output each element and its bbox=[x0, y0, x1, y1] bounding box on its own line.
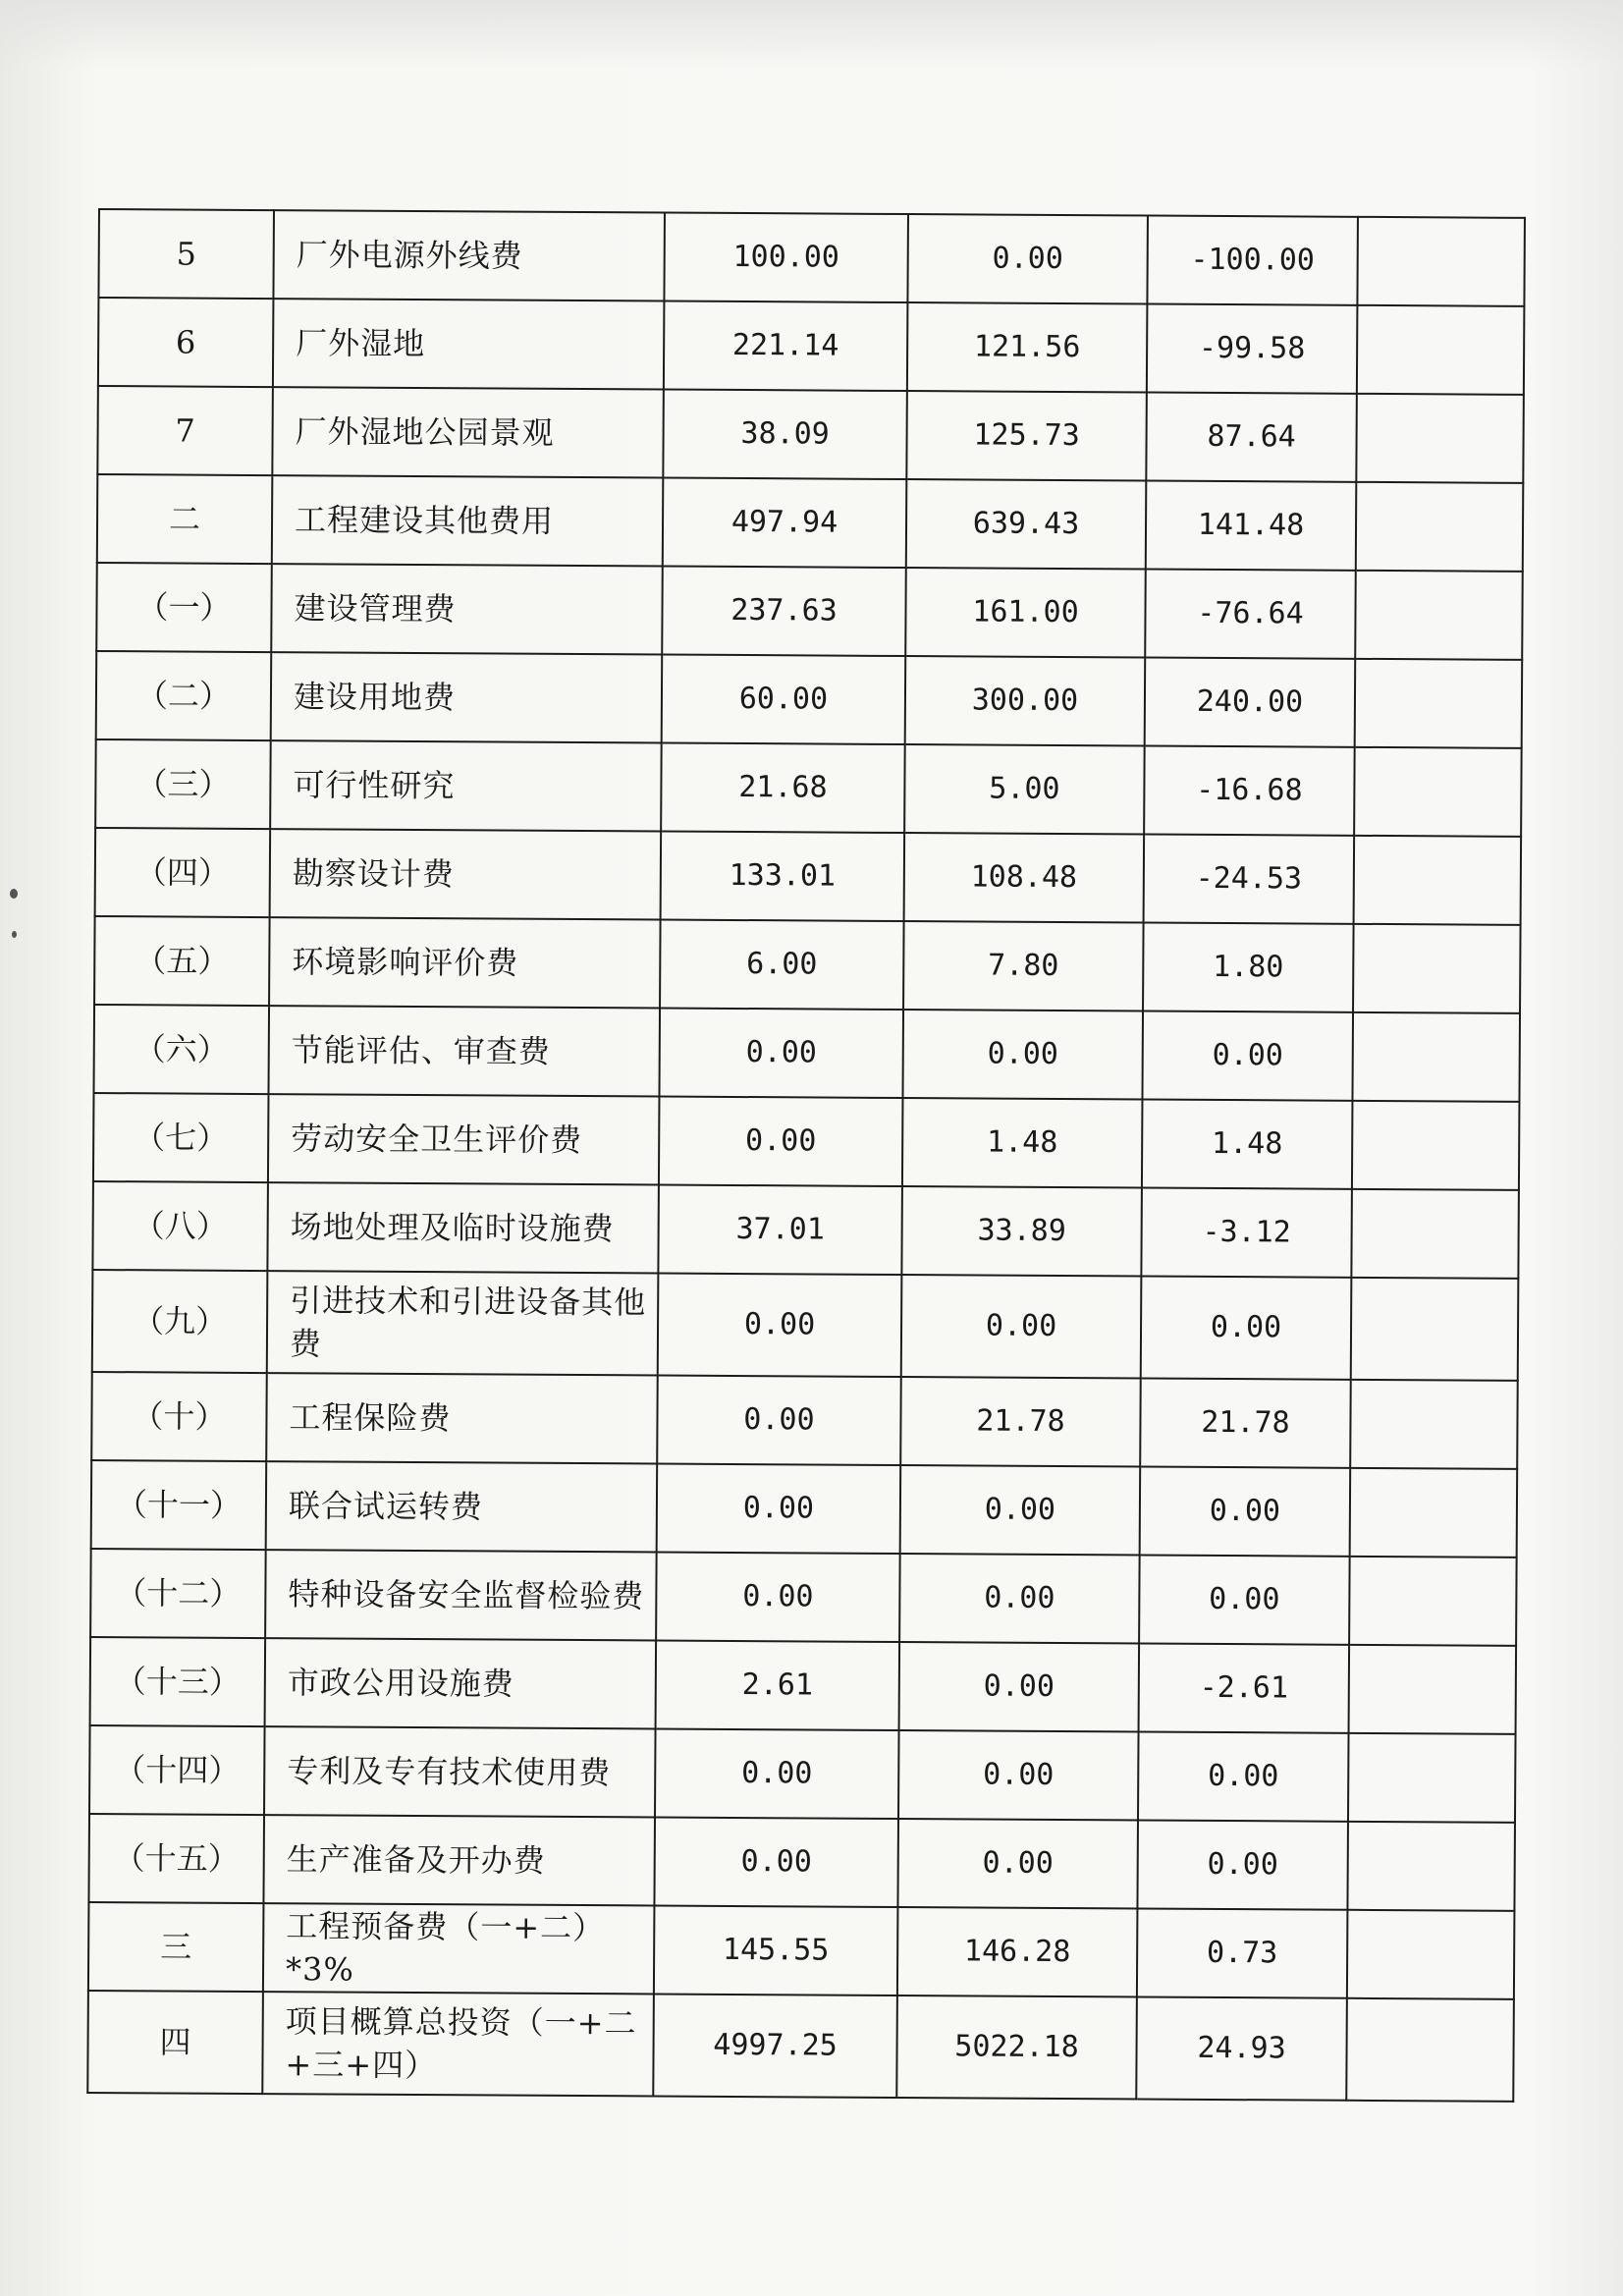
table-row bbox=[88, 1814, 1515, 1911]
remarks-cell bbox=[1351, 1189, 1519, 1279]
item-name-cell: 引进技术和引进设备其他费 bbox=[267, 1271, 659, 1375]
amount-difference-cell: -76.64 bbox=[1145, 570, 1356, 659]
amount-adjusted-cell: 161.00 bbox=[905, 568, 1146, 657]
amount-original-cell: 133.01 bbox=[661, 832, 905, 922]
table-row bbox=[87, 1991, 1514, 2102]
row-index-cell: （十二） bbox=[90, 1549, 266, 1638]
amount-difference-cell: 24.93 bbox=[1136, 1996, 1347, 2100]
amount-difference-cell: 240.00 bbox=[1145, 658, 1356, 747]
amount-adjusted-cell: 125.73 bbox=[906, 391, 1147, 480]
item-name-cell: 市政公用设施费 bbox=[265, 1638, 657, 1728]
amount-difference-cell: 0.00 bbox=[1142, 1011, 1353, 1101]
amount-original-cell: 38.09 bbox=[663, 390, 907, 480]
item-name-cell: 生产准备及开办费 bbox=[263, 1815, 655, 1905]
table-row bbox=[96, 563, 1523, 660]
item-name-cell: 建设用地费 bbox=[271, 652, 663, 742]
amount-difference-cell: -16.68 bbox=[1144, 746, 1355, 836]
table-row bbox=[93, 1093, 1520, 1190]
remarks-cell bbox=[1348, 1733, 1516, 1823]
amount-original-cell: 0.00 bbox=[657, 1376, 901, 1466]
item-name-cell: 工程建设其他费用 bbox=[272, 475, 664, 566]
amount-original-cell: 100.00 bbox=[664, 213, 908, 303]
row-index-cell: （十三） bbox=[90, 1637, 266, 1726]
item-name-cell: 勘察设计费 bbox=[270, 829, 662, 919]
amount-original-cell: 497.94 bbox=[663, 478, 907, 569]
remarks-cell bbox=[1349, 1645, 1517, 1734]
remarks-cell bbox=[1347, 1910, 1515, 1999]
amount-adjusted-cell: 146.28 bbox=[897, 1907, 1138, 1996]
remarks-cell bbox=[1357, 305, 1525, 395]
item-name-cell: 厂外电源外线费 bbox=[273, 210, 665, 301]
item-name-cell: 节能评估、审查费 bbox=[268, 1006, 660, 1096]
amount-adjusted-cell: 33.89 bbox=[901, 1186, 1142, 1276]
amount-original-cell: 60.00 bbox=[662, 655, 906, 745]
row-index-cell: （二） bbox=[96, 651, 272, 740]
amount-difference-cell: 0.00 bbox=[1140, 1467, 1351, 1557]
item-name-cell: 劳动安全卫生评价费 bbox=[268, 1094, 660, 1184]
remarks-cell bbox=[1355, 659, 1523, 748]
item-name-cell: 联合试运转费 bbox=[266, 1461, 658, 1552]
amount-difference-cell: 1.80 bbox=[1143, 923, 1354, 1012]
amount-original-cell: 0.00 bbox=[654, 1817, 898, 1907]
amount-original-cell: 237.63 bbox=[662, 567, 906, 657]
remarks-cell bbox=[1356, 394, 1524, 483]
row-index-cell: （八） bbox=[92, 1181, 268, 1271]
item-name-cell: 厂外湿地 bbox=[273, 299, 665, 389]
row-index-cell: （六） bbox=[93, 1005, 269, 1094]
amount-adjusted-cell: 5022.18 bbox=[896, 1995, 1137, 2099]
remarks-cell bbox=[1350, 1380, 1518, 1469]
table-row bbox=[94, 916, 1521, 1013]
row-index-cell: 7 bbox=[97, 386, 273, 475]
scan-speck bbox=[10, 889, 18, 899]
table-row bbox=[95, 828, 1522, 925]
table-row bbox=[93, 1005, 1520, 1102]
table-row bbox=[88, 1902, 1515, 1999]
table-row bbox=[97, 386, 1524, 483]
item-name-cell: 厂外湿地公园景观 bbox=[272, 387, 664, 477]
amount-adjusted-cell: 0.00 bbox=[898, 1730, 1139, 1820]
budget-comparison-table bbox=[86, 208, 1526, 2103]
amount-adjusted-cell: 0.00 bbox=[902, 1010, 1143, 1099]
remarks-cell bbox=[1347, 1822, 1515, 1911]
remarks-cell bbox=[1353, 924, 1521, 1013]
scan-shadow bbox=[0, 0, 1623, 69]
item-name-cell: 可行性研究 bbox=[270, 740, 662, 831]
amount-original-cell: 2.61 bbox=[656, 1640, 900, 1730]
remarks-cell bbox=[1357, 217, 1525, 306]
remarks-cell bbox=[1355, 571, 1523, 660]
amount-difference-cell: 141.48 bbox=[1146, 481, 1357, 571]
amount-difference-cell: 21.78 bbox=[1140, 1379, 1351, 1468]
amount-adjusted-cell: 0.00 bbox=[907, 214, 1148, 303]
amount-original-cell: 6.00 bbox=[660, 920, 904, 1011]
remarks-cell bbox=[1352, 1101, 1520, 1190]
budget-table-wrapper bbox=[86, 208, 1524, 2103]
table-row bbox=[90, 1549, 1517, 1646]
amount-adjusted-cell: 300.00 bbox=[905, 656, 1146, 745]
amount-original-cell: 37.01 bbox=[658, 1185, 902, 1276]
item-name-cell: 环境影响评价费 bbox=[269, 917, 661, 1008]
amount-difference-cell: -24.53 bbox=[1144, 835, 1355, 924]
item-name-cell: 专利及专有技术使用费 bbox=[264, 1726, 656, 1817]
table-row bbox=[95, 739, 1522, 837]
scan-speck bbox=[12, 931, 17, 938]
remarks-cell bbox=[1346, 1998, 1514, 2102]
amount-adjusted-cell: 639.43 bbox=[906, 479, 1147, 569]
table-row bbox=[91, 1460, 1518, 1558]
amount-difference-cell: 1.48 bbox=[1142, 1100, 1353, 1189]
amount-original-cell: 21.68 bbox=[661, 743, 905, 834]
row-index-cell: 5 bbox=[98, 209, 274, 299]
item-name-cell: 项目概算总投资（一+二+三+四） bbox=[262, 1992, 654, 2096]
amount-adjusted-cell: 0.00 bbox=[900, 1465, 1141, 1555]
table-row bbox=[89, 1725, 1516, 1823]
amount-difference-cell: -99.58 bbox=[1147, 304, 1358, 394]
row-index-cell: （七） bbox=[93, 1093, 269, 1182]
row-index-cell: 6 bbox=[98, 298, 274, 387]
remarks-cell bbox=[1351, 1278, 1519, 1381]
row-index-cell: （十） bbox=[91, 1372, 267, 1461]
amount-difference-cell: 0.00 bbox=[1139, 1556, 1350, 1645]
table-row bbox=[91, 1372, 1518, 1469]
item-name-cell: 特种设备安全监督检验费 bbox=[265, 1550, 657, 1640]
table-row bbox=[98, 209, 1525, 306]
item-name-cell: 场地处理及临时设施费 bbox=[267, 1182, 659, 1273]
row-index-cell: （四） bbox=[95, 828, 271, 917]
amount-adjusted-cell: 121.56 bbox=[907, 302, 1148, 392]
amount-adjusted-cell: 0.00 bbox=[901, 1275, 1142, 1378]
amount-original-cell: 145.55 bbox=[654, 1905, 898, 1995]
row-index-cell: 二 bbox=[97, 474, 273, 564]
item-name-cell: 工程保险费 bbox=[266, 1373, 658, 1463]
remarks-cell bbox=[1349, 1557, 1517, 1646]
row-index-cell: （九） bbox=[92, 1270, 268, 1373]
table-row bbox=[98, 298, 1525, 395]
amount-adjusted-cell: 7.80 bbox=[903, 921, 1144, 1011]
table-row bbox=[97, 474, 1524, 572]
amount-original-cell: 0.00 bbox=[659, 1097, 903, 1187]
remarks-cell bbox=[1354, 836, 1522, 925]
row-index-cell: （十五） bbox=[88, 1814, 264, 1903]
row-index-cell: （一） bbox=[96, 563, 272, 652]
amount-adjusted-cell: 5.00 bbox=[904, 744, 1145, 834]
amount-difference-cell: 87.64 bbox=[1146, 393, 1357, 482]
row-index-cell: （五） bbox=[94, 916, 270, 1006]
amount-difference-cell: -2.61 bbox=[1139, 1644, 1350, 1733]
row-index-cell: （十一） bbox=[91, 1460, 267, 1550]
amount-difference-cell: 0.00 bbox=[1138, 1732, 1349, 1822]
table-row bbox=[92, 1181, 1519, 1279]
remarks-cell bbox=[1352, 1012, 1520, 1102]
amount-adjusted-cell: 1.48 bbox=[902, 1098, 1143, 1187]
row-index-cell: （十四） bbox=[89, 1725, 265, 1815]
amount-adjusted-cell: 108.48 bbox=[904, 833, 1145, 922]
amount-original-cell: 0.00 bbox=[655, 1728, 899, 1819]
table-row bbox=[92, 1270, 1519, 1381]
amount-adjusted-cell: 21.78 bbox=[900, 1377, 1141, 1466]
amount-difference-cell: 0.00 bbox=[1141, 1277, 1352, 1380]
amount-original-cell: 221.14 bbox=[664, 301, 908, 392]
amount-difference-cell: 0.73 bbox=[1137, 1908, 1348, 1997]
remarks-cell bbox=[1354, 747, 1522, 837]
amount-adjusted-cell: 0.00 bbox=[897, 1819, 1138, 1908]
amount-difference-cell: -3.12 bbox=[1141, 1188, 1352, 1278]
item-name-cell: 建设管理费 bbox=[271, 564, 663, 654]
amount-adjusted-cell: 0.00 bbox=[899, 1642, 1140, 1731]
row-index-cell: （三） bbox=[95, 739, 271, 829]
amount-original-cell: 0.00 bbox=[657, 1464, 901, 1555]
table-row bbox=[96, 651, 1523, 748]
remarks-cell bbox=[1356, 482, 1524, 572]
amount-original-cell: 0.00 bbox=[659, 1009, 903, 1099]
item-name-cell: 工程预备费（一+二）*3% bbox=[263, 1903, 655, 1994]
amount-adjusted-cell: 0.00 bbox=[899, 1554, 1140, 1643]
amount-original-cell: 4997.25 bbox=[653, 1994, 897, 2098]
amount-original-cell: 0.00 bbox=[656, 1552, 900, 1642]
remarks-cell bbox=[1350, 1468, 1518, 1558]
amount-difference-cell: -100.00 bbox=[1147, 216, 1358, 305]
amount-original-cell: 0.00 bbox=[658, 1274, 902, 1378]
row-index-cell: 三 bbox=[88, 1902, 264, 1992]
row-index-cell: 四 bbox=[87, 1991, 263, 2094]
amount-difference-cell: 0.00 bbox=[1137, 1820, 1348, 1909]
table-row bbox=[90, 1637, 1517, 1734]
table-body bbox=[87, 209, 1525, 2102]
